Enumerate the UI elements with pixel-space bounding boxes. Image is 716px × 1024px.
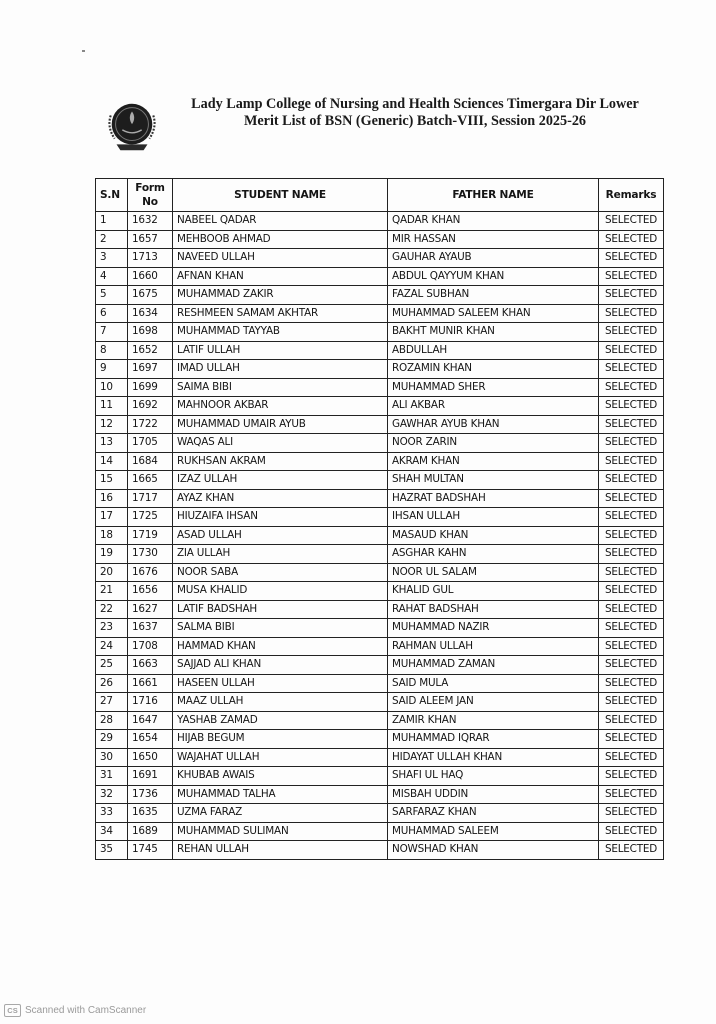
cell-sn: 21 — [96, 582, 128, 601]
cell-student-name: NAVEED ULLAH — [173, 249, 388, 268]
cell-sn: 34 — [96, 822, 128, 841]
cell-remarks: SELECTED — [599, 545, 664, 564]
cell-sn: 4 — [96, 267, 128, 286]
cell-remarks: SELECTED — [599, 341, 664, 360]
form-no-line1: Form — [135, 182, 165, 194]
cell-student-name: LATIF BADSHAH — [173, 600, 388, 619]
table-row — [96, 711, 664, 730]
institution-title: Lady Lamp College of Nursing and Health Sciences Timergara Dir Lower — [191, 96, 639, 112]
cell-father-name: HIDAYAT ULLAH KHAN — [388, 748, 599, 767]
cell-father-name: NOOR ZARIN — [388, 434, 599, 453]
cell-form-no: 1657 — [128, 230, 173, 249]
cell-sn: 14 — [96, 452, 128, 471]
cell-remarks: SELECTED — [599, 304, 664, 323]
cell-remarks: SELECTED — [599, 230, 664, 249]
cell-remarks: SELECTED — [599, 767, 664, 786]
table-row — [96, 378, 664, 397]
cell-sn: 11 — [96, 397, 128, 416]
table-row — [96, 360, 664, 379]
cell-remarks: SELECTED — [599, 526, 664, 545]
cell-sn: 2 — [96, 230, 128, 249]
table-row — [96, 822, 664, 841]
cell-sn: 17 — [96, 508, 128, 527]
table-row — [96, 785, 664, 804]
cell-sn: 10 — [96, 378, 128, 397]
cell-father-name: MISBAH UDDIN — [388, 785, 599, 804]
cell-form-no: 1663 — [128, 656, 173, 675]
table-row — [96, 619, 664, 638]
cell-student-name: MUHAMMAD UMAIR AYUB — [173, 415, 388, 434]
cell-student-name: KHUBAB AWAIS — [173, 767, 388, 786]
cell-remarks: SELECTED — [599, 267, 664, 286]
cell-student-name: IMAD ULLAH — [173, 360, 388, 379]
cell-remarks: SELECTED — [599, 656, 664, 675]
cell-father-name: SAID MULA — [388, 674, 599, 693]
cell-student-name: AYAZ KHAN — [173, 489, 388, 508]
cell-student-name: LATIF ULLAH — [173, 341, 388, 360]
cell-form-no: 1716 — [128, 693, 173, 712]
table-row — [96, 730, 664, 749]
table-row — [96, 489, 664, 508]
cell-student-name: MEHBOOB AHMAD — [173, 230, 388, 249]
cell-form-no: 1713 — [128, 249, 173, 268]
cell-remarks: SELECTED — [599, 637, 664, 656]
cell-form-no: 1634 — [128, 304, 173, 323]
cell-form-no: 1717 — [128, 489, 173, 508]
cell-father-name: QADAR KHAN — [388, 212, 599, 231]
cell-student-name: WAQAS ALI — [173, 434, 388, 453]
cell-sn: 1 — [96, 212, 128, 231]
cell-student-name: MAHNOOR AKBAR — [173, 397, 388, 416]
table-row — [96, 674, 664, 693]
form-no-line2: No — [142, 196, 158, 208]
column-header-student-name: STUDENT NAME — [173, 179, 388, 212]
cell-sn: 27 — [96, 693, 128, 712]
cell-father-name: KHALID GUL — [388, 582, 599, 601]
cell-father-name: AKRAM KHAN — [388, 452, 599, 471]
cell-form-no: 1661 — [128, 674, 173, 693]
column-header-form-no — [128, 179, 173, 212]
cell-form-no: 1650 — [128, 748, 173, 767]
cell-father-name: MASAUD KHAN — [388, 526, 599, 545]
cell-remarks: SELECTED — [599, 434, 664, 453]
cell-sn: 25 — [96, 656, 128, 675]
cell-sn: 20 — [96, 563, 128, 582]
cell-form-no: 1689 — [128, 822, 173, 841]
cell-father-name: GAUHAR AYAUB — [388, 249, 599, 268]
table-row — [96, 212, 664, 231]
cell-form-no: 1654 — [128, 730, 173, 749]
cell-remarks: SELECTED — [599, 212, 664, 231]
cell-student-name: ZIA ULLAH — [173, 545, 388, 564]
cell-remarks: SELECTED — [599, 489, 664, 508]
cell-form-no: 1637 — [128, 619, 173, 638]
table-row — [96, 397, 664, 416]
cell-sn: 8 — [96, 341, 128, 360]
cell-student-name: HIJAB BEGUM — [173, 730, 388, 749]
cell-remarks: SELECTED — [599, 378, 664, 397]
cell-student-name: MUHAMMAD SULIMAN — [173, 822, 388, 841]
cell-form-no: 1719 — [128, 526, 173, 545]
table-row — [96, 230, 664, 249]
cell-remarks: SELECTED — [599, 286, 664, 305]
cell-student-name: UZMA FARAZ — [173, 804, 388, 823]
cell-student-name: RESHMEEN SAMAM AKHTAR — [173, 304, 388, 323]
cell-father-name: FAZAL SUBHAN — [388, 286, 599, 305]
cell-sn: 19 — [96, 545, 128, 564]
table-row — [96, 693, 664, 712]
cell-sn: 12 — [96, 415, 128, 434]
cell-student-name: SAJJAD ALI KHAN — [173, 656, 388, 675]
cell-sn: 3 — [96, 249, 128, 268]
table-row — [96, 323, 664, 342]
table-row — [96, 656, 664, 675]
cell-father-name: SHAH MULTAN — [388, 471, 599, 490]
cell-remarks: SELECTED — [599, 619, 664, 638]
cell-form-no: 1627 — [128, 600, 173, 619]
cell-remarks: SELECTED — [599, 785, 664, 804]
cell-father-name: SHAFI UL HAQ — [388, 767, 599, 786]
cell-sn: 15 — [96, 471, 128, 490]
cell-sn: 24 — [96, 637, 128, 656]
cell-father-name: MIR HASSAN — [388, 230, 599, 249]
cell-student-name: IZAZ ULLAH — [173, 471, 388, 490]
table-row — [96, 582, 664, 601]
cell-form-no: 1705 — [128, 434, 173, 453]
cell-student-name: YASHAB ZAMAD — [173, 711, 388, 730]
cell-father-name: RAHMAN ULLAH — [388, 637, 599, 656]
cell-form-no: 1656 — [128, 582, 173, 601]
cell-sn: 33 — [96, 804, 128, 823]
cell-remarks: SELECTED — [599, 563, 664, 582]
cell-form-no: 1730 — [128, 545, 173, 564]
table-row — [96, 434, 664, 453]
cell-father-name: MUHAMMAD SALEEM KHAN — [388, 304, 599, 323]
cell-sn: 29 — [96, 730, 128, 749]
cell-student-name: HASEEN ULLAH — [173, 674, 388, 693]
table-row — [96, 545, 664, 564]
camscanner-logo-icon: CS — [4, 1004, 21, 1017]
cell-remarks: SELECTED — [599, 841, 664, 860]
table-row — [96, 748, 664, 767]
cell-sn: 18 — [96, 526, 128, 545]
cell-father-name: RAHAT BADSHAH — [388, 600, 599, 619]
cell-form-no: 1632 — [128, 212, 173, 231]
cell-sn: 13 — [96, 434, 128, 453]
column-header-remarks: Remarks — [599, 179, 664, 212]
table-row — [96, 341, 664, 360]
table-row — [96, 804, 664, 823]
cell-student-name: AFNAN KHAN — [173, 267, 388, 286]
cell-father-name: ALI AKBAR — [388, 397, 599, 416]
table-row — [96, 526, 664, 545]
cell-form-no: 1745 — [128, 841, 173, 860]
cell-form-no: 1691 — [128, 767, 173, 786]
cell-father-name: MUHAMMAD ZAMAN — [388, 656, 599, 675]
cell-sn: 7 — [96, 323, 128, 342]
cell-student-name: WAJAHAT ULLAH — [173, 748, 388, 767]
cell-father-name: SAID ALEEM JAN — [388, 693, 599, 712]
cell-remarks: SELECTED — [599, 249, 664, 268]
cell-form-no: 1660 — [128, 267, 173, 286]
cell-remarks: SELECTED — [599, 822, 664, 841]
cell-father-name: NOWSHAD KHAN — [388, 841, 599, 860]
cell-remarks: SELECTED — [599, 582, 664, 601]
cell-student-name: MAAZ ULLAH — [173, 693, 388, 712]
cell-father-name: MUHAMMAD SALEEM — [388, 822, 599, 841]
cell-form-no: 1684 — [128, 452, 173, 471]
cell-form-no: 1699 — [128, 378, 173, 397]
cell-student-name: MUSA KHALID — [173, 582, 388, 601]
cell-remarks: SELECTED — [599, 804, 664, 823]
cell-form-no: 1676 — [128, 563, 173, 582]
cell-father-name: MUHAMMAD NAZIR — [388, 619, 599, 638]
column-header-father-name: FATHER NAME — [388, 179, 599, 212]
table-row — [96, 267, 664, 286]
cell-student-name: ASAD ULLAH — [173, 526, 388, 545]
cell-student-name: NABEEL QADAR — [173, 212, 388, 231]
cell-form-no: 1736 — [128, 785, 173, 804]
cell-form-no: 1697 — [128, 360, 173, 379]
cell-father-name: ROZAMIN KHAN — [388, 360, 599, 379]
cell-remarks: SELECTED — [599, 360, 664, 379]
cell-remarks: SELECTED — [599, 711, 664, 730]
scan-speck — [82, 50, 85, 52]
table-row — [96, 508, 664, 527]
cell-form-no: 1708 — [128, 637, 173, 656]
table-header-row — [96, 179, 664, 212]
cell-father-name: ASGHAR KAHN — [388, 545, 599, 564]
table-row — [96, 471, 664, 490]
table-row — [96, 600, 664, 619]
cell-sn: 23 — [96, 619, 128, 638]
cell-form-no: 1647 — [128, 711, 173, 730]
cell-form-no: 1722 — [128, 415, 173, 434]
cell-sn: 5 — [96, 286, 128, 305]
cell-form-no: 1652 — [128, 341, 173, 360]
cell-remarks: SELECTED — [599, 323, 664, 342]
cell-sn: 26 — [96, 674, 128, 693]
cell-sn: 16 — [96, 489, 128, 508]
cell-student-name: HAMMAD KHAN — [173, 637, 388, 656]
college-seal-logo — [103, 98, 161, 156]
cell-student-name: HIUZAIFA IHSAN — [173, 508, 388, 527]
cell-father-name: NOOR UL SALAM — [388, 563, 599, 582]
cell-father-name: GAWHAR AYUB KHAN — [388, 415, 599, 434]
cell-father-name: MUHAMMAD IQRAR — [388, 730, 599, 749]
cell-father-name: IHSAN ULLAH — [388, 508, 599, 527]
cell-sn: 6 — [96, 304, 128, 323]
cell-father-name: ABDUL QAYYUM KHAN — [388, 267, 599, 286]
cell-student-name: REHAN ULLAH — [173, 841, 388, 860]
cell-father-name: MUHAMMAD SHER — [388, 378, 599, 397]
cell-student-name: RUKHSAN AKRAM — [173, 452, 388, 471]
cell-remarks: SELECTED — [599, 471, 664, 490]
merit-list-subtitle: Merit List of BSN (Generic) Batch-VIII, Session 2025-26 — [243, 113, 587, 129]
cell-form-no: 1692 — [128, 397, 173, 416]
table-row — [96, 452, 664, 471]
cell-student-name: SAIMA BIBI — [173, 378, 388, 397]
merit-list-table — [95, 178, 664, 860]
table-row — [96, 286, 664, 305]
cell-remarks: SELECTED — [599, 508, 664, 527]
table-row — [96, 415, 664, 434]
cell-remarks: SELECTED — [599, 693, 664, 712]
cell-sn: 35 — [96, 841, 128, 860]
cell-remarks: SELECTED — [599, 600, 664, 619]
table-row — [96, 249, 664, 268]
cell-student-name: MUHAMMAD ZAKIR — [173, 286, 388, 305]
cell-father-name: ZAMIR KHAN — [388, 711, 599, 730]
cell-remarks: SELECTED — [599, 730, 664, 749]
cell-form-no: 1635 — [128, 804, 173, 823]
table-row — [96, 563, 664, 582]
cell-form-no: 1725 — [128, 508, 173, 527]
cell-student-name: MUHAMMAD TAYYAB — [173, 323, 388, 342]
cell-remarks: SELECTED — [599, 452, 664, 471]
cell-sn: 30 — [96, 748, 128, 767]
camscanner-watermark — [4, 1004, 146, 1017]
cell-father-name: SARFARAZ KHAN — [388, 804, 599, 823]
table-row — [96, 637, 664, 656]
cell-remarks: SELECTED — [599, 397, 664, 416]
table-row — [96, 304, 664, 323]
cell-remarks: SELECTED — [599, 415, 664, 434]
cell-father-name: ABDULLAH — [388, 341, 599, 360]
cell-form-no: 1675 — [128, 286, 173, 305]
camscanner-text: Scanned with CamScanner — [25, 1005, 147, 1016]
cell-sn: 31 — [96, 767, 128, 786]
document-header — [170, 96, 660, 130]
cell-student-name: NOOR SABA — [173, 563, 388, 582]
cell-remarks: SELECTED — [599, 674, 664, 693]
cell-form-no: 1665 — [128, 471, 173, 490]
cell-sn: 32 — [96, 785, 128, 804]
cell-student-name: SALMA BIBI — [173, 619, 388, 638]
cell-sn: 22 — [96, 600, 128, 619]
cell-remarks: SELECTED — [599, 748, 664, 767]
cell-father-name: HAZRAT BADSHAH — [388, 489, 599, 508]
cell-student-name: MUHAMMAD TALHA — [173, 785, 388, 804]
column-header-sn: S.N — [96, 179, 128, 212]
cell-father-name: BAKHT MUNIR KHAN — [388, 323, 599, 342]
table-row — [96, 841, 664, 860]
cell-form-no: 1698 — [128, 323, 173, 342]
cell-sn: 9 — [96, 360, 128, 379]
table-row — [96, 767, 664, 786]
cell-sn: 28 — [96, 711, 128, 730]
